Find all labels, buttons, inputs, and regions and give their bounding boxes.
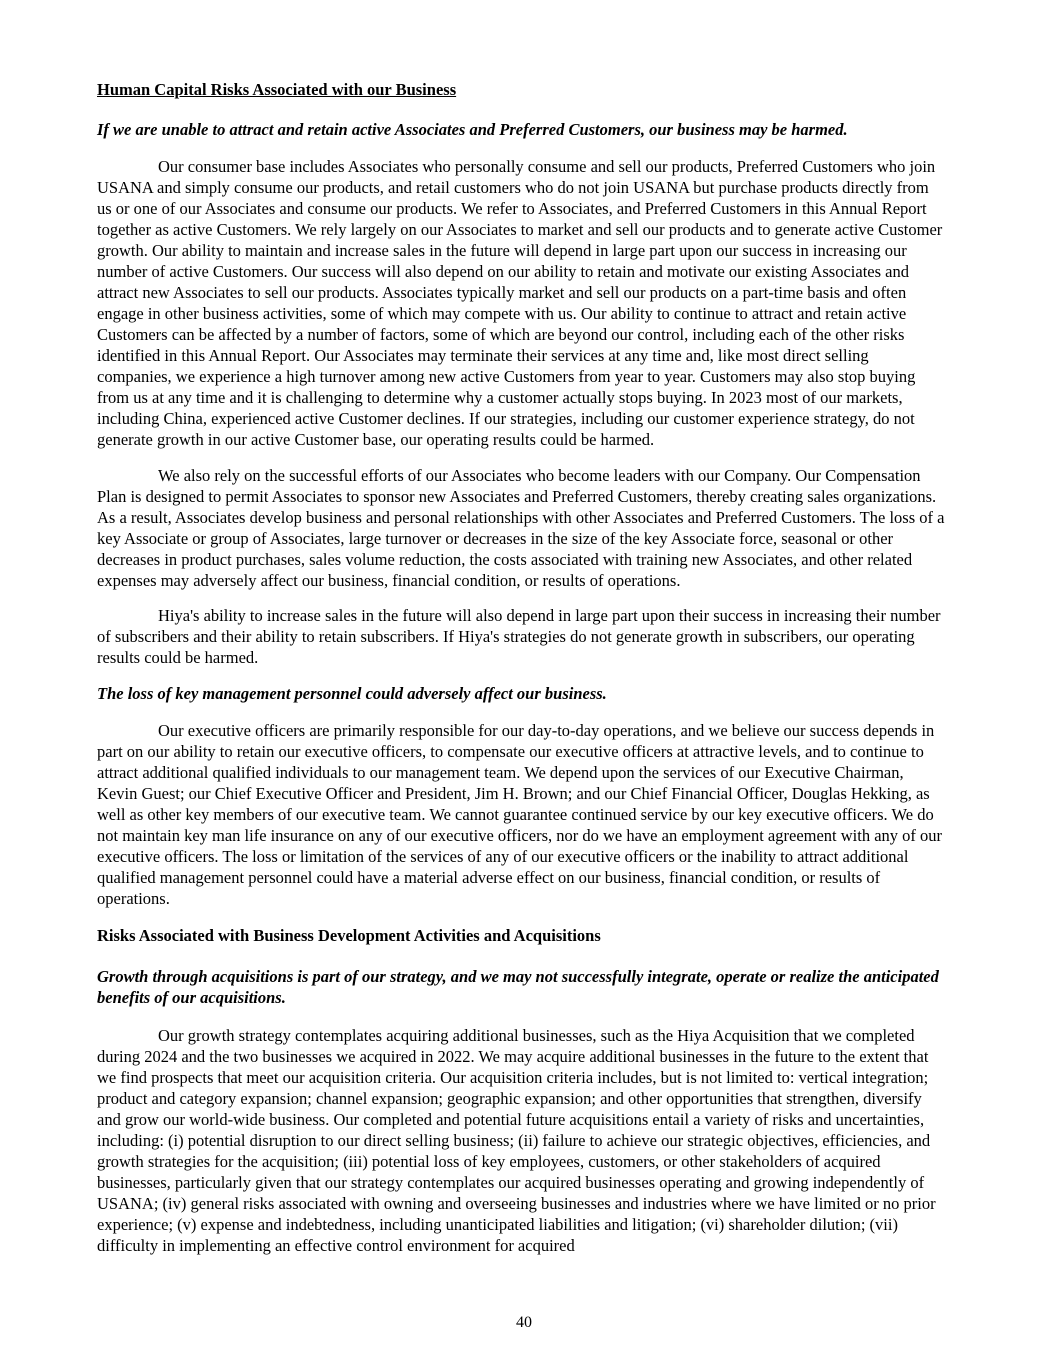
- paragraph-consumer-base: Our consumer base includes Associates who personally consume and sell our products, Preferred Customers who join USANA and simply consume our products, and retail customers who do not join USANA but purchase products directly from us or one of our Associates and consume our products. We refer to Associates, and Preferred Customers in this Annual Report together as active Customers. We rely largely on our Associates to market and sell our products and to generate active Customer growth. Our ability to maintain and increase sales in the future will depend in large part upon our success in increasing our number of active Customers. Our success will also depend on our ability to retain and motivate our existing Associates and attract new Associates to sell our products. Associates typically market and sell our products on a part-time basis and often engage in other business activities, some of which may compete with us. Our ability to continue to attract and retain active Customers can be affected by a number of factors, some of which are beyond our control, including each of the other risks identified in this Annual Report. Our Associates may terminate their services at any time and, like most direct selling companies, we experience a high turnover among new active Customers from year to year. Customers may also stop buying from us at any time and it is challenging to determine why a customer actually stops buying. In 2023 most of our markets, including China, experienced active Customer declines. If our strategies, including our customer experience strategy, do not generate growth in our active Customer base, our operating results could be harmed.: [97, 157, 943, 449]
- paragraph-growth-strategy: Our growth strategy contemplates acquiring additional businesses, such as the Hiya Acquisition that we completed during 2024 and the two businesses we acquired in 2022. We may acquire additional businesses in the future to the extent that we find prospects that meet our acquisition criteria. Our acquisition criteria includes, but is not limited to: vertical integration; product and category expansion; channel expansion; geographic expansion; and other opportunities that strengthen, diversify and grow our world-wide business. Our completed and potential future acquisitions entail a variety of risks and uncertainties, including: (i) potential disruption to our direct selling business; (ii) failure to achieve our strategic objectives, efficiencies, and growth strategies for the acquisition; (iii) potential loss of key employees, customers, or other stakeholders of acquired businesses, particularly given that our strategy contemplates our acquired businesses operating and growing independently of USANA; (iv) general risks associated with owning and overseeing businesses and industries where we have limited or no prior experience; (v) expense and indebtedness, including unanticipated liabilities and litigation; (vi) shareholder dilution; (vii) difficulty in implementing an effective control environment for acquired: [97, 1026, 936, 1255]
- section-heading-human-capital-risks: Human Capital Risks Associated with our Business: [97, 80, 457, 99]
- page-number: 40: [516, 1314, 532, 1331]
- document-content: [97, 79, 947, 1271]
- risk-subheading-growth-acquisitions: Growth through acquisitions is part of our strategy, and we may not successfully integrate, operate or realize the anticipated benefits of our acquisitions.: [97, 967, 939, 1007]
- section-heading-business-development: Risks Associated with Business Development Activities and Acquisitions: [97, 926, 601, 945]
- risk-subheading-attract-retain: If we are unable to attract and retain active Associates and Preferred Customers, our business may be harmed.: [97, 120, 848, 139]
- risk-subheading-key-management: The loss of key management personnel could adversely affect our business.: [97, 684, 607, 703]
- paragraph-associate-leaders: We also rely on the successful efforts of our Associates who become leaders with our Company. Our Compensation Plan is designed to permit Associates to sponsor new Associates and Preferred Customers, thereby creating sales organizations. As a result, Associates develop business and personal relationships with other Associates and Preferred Customers. The loss of a key Associate or group of Associates, large turnover or decreases in the size of the key Associate force, seasonal or other decreases in product purchases, sales volume reduction, the costs associated with training new Associates, and other related expenses may adversely affect our business, financial condition, or results of operations.: [97, 466, 945, 590]
- paragraph-executive-officers: Our executive officers are primarily responsible for our day-to-day operations, and we believe our success depends in part on our ability to retain our executive officers, to compensate our executive officers at attractive levels, and to continue to attract additional qualified individuals to our management team. We depend upon the services of our Executive Chairman, Kevin Guest; our Chief Executive Officer and President, Jim H. Brown; and our Chief Financial Officer, Douglas Hekking, as well as other key members of our executive team. We cannot guarantee continued service by our key executive officers. We do not maintain key man life insurance on any of our executive officers, nor do we have an employment agreement with any of our executive officers. The loss or limitation of the services of any of our executive officers or the inability to attract additional qualified management personnel could have a material adverse effect on our business, financial condition, or results of operations.: [97, 721, 943, 908]
- paragraph-hiya-subscribers: Hiya's ability to increase sales in the future will also depend in large part upon their success in increasing their number of subscribers and their ability to retain subscribers. If Hiya's strategies do not generate growth in subscribers, our operating results could be harmed.: [97, 606, 941, 667]
